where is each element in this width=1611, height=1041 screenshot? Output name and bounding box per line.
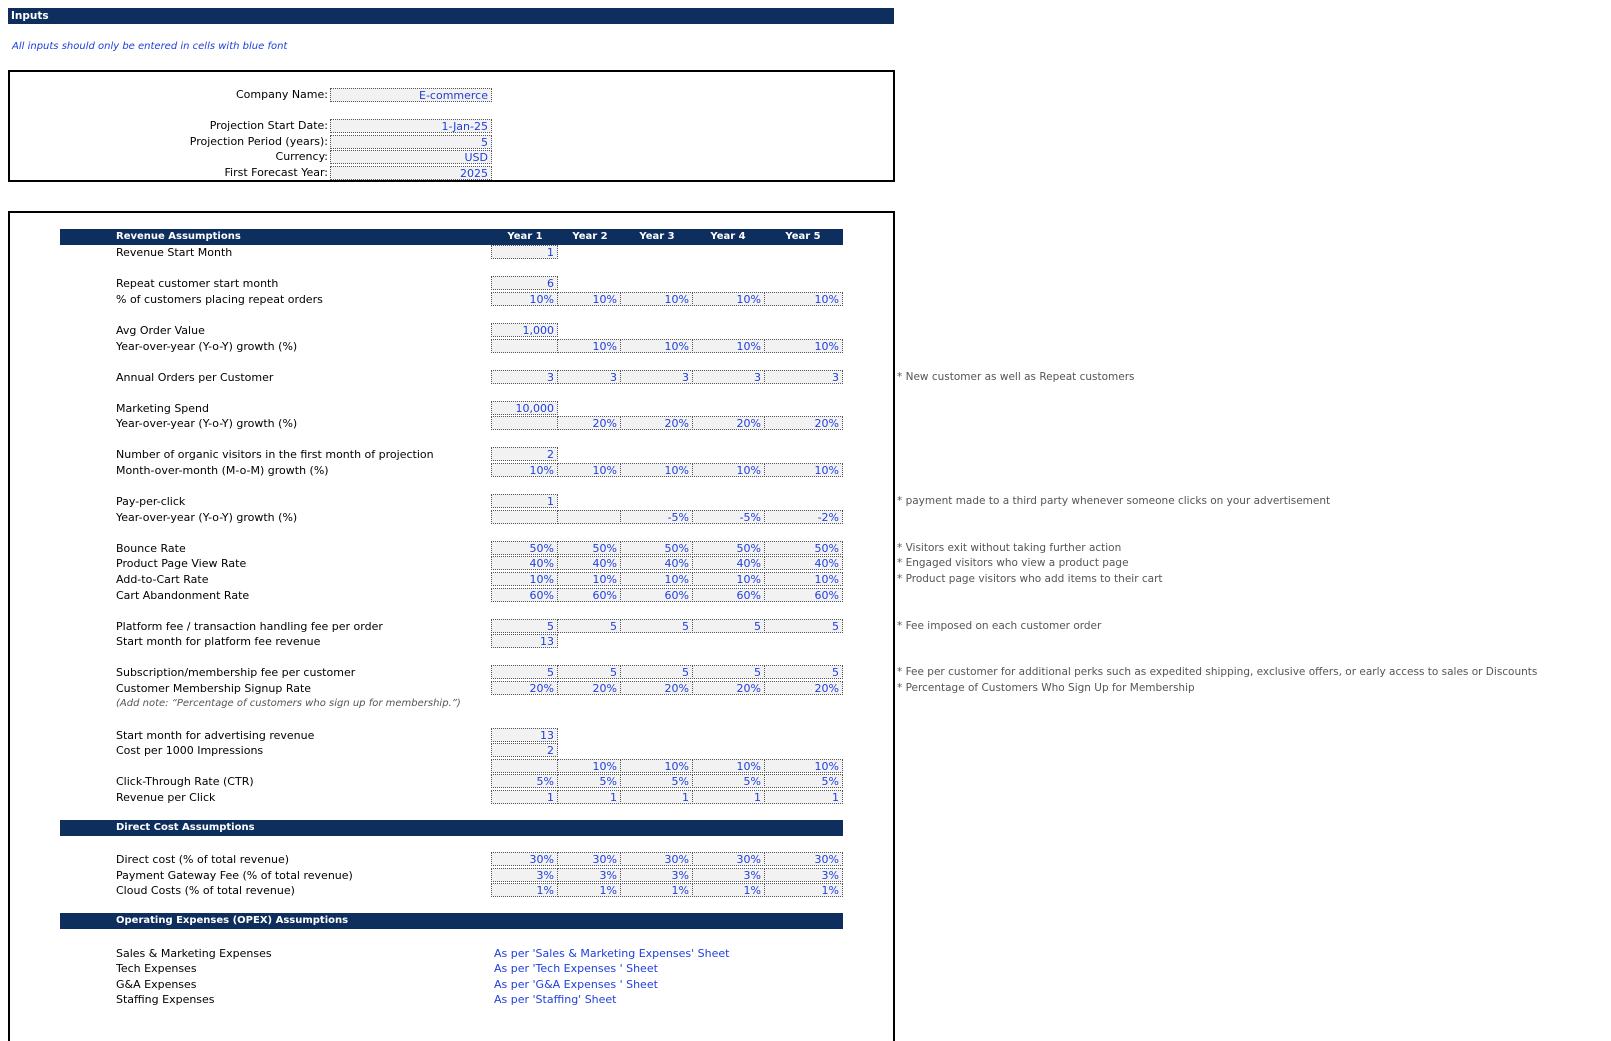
input-cell[interactable]: 2 — [491, 447, 558, 461]
opex-label: Sales & Marketing Expenses — [116, 947, 272, 960]
direct-cost-title: Direct Cost Assumptions — [116, 822, 255, 833]
input-cell[interactable]: 20% — [491, 681, 558, 695]
input-cell[interactable]: -5% — [692, 510, 765, 524]
row-label: Cloud Costs (% of total revenue) — [116, 884, 295, 897]
row-label: Number of organic visitors in the first month of projection — [116, 448, 434, 461]
input-cell[interactable]: 6 — [491, 276, 558, 290]
input-cell[interactable]: 30% — [764, 852, 843, 866]
input-cell[interactable]: 40% — [491, 556, 558, 570]
year-3-header: Year 3 — [639, 231, 675, 242]
opex-header — [60, 913, 843, 929]
input-cell[interactable]: 3 — [557, 370, 621, 384]
input-cell[interactable]: 13 — [491, 728, 558, 742]
row-label: Pay-per-click — [116, 495, 186, 508]
input-cell[interactable]: 10% — [692, 463, 765, 477]
input-cell[interactable]: 5% — [764, 774, 843, 788]
input-cell[interactable]: 3 — [491, 370, 558, 384]
input-cell[interactable]: -5% — [620, 510, 693, 524]
opex-sheet-reference[interactable]: As per 'G&A Expenses ' Sheet — [494, 978, 658, 991]
row-label: Product Page View Rate — [116, 557, 247, 570]
side-note: * Fee per customer for additional perks such as expedited shipping, exclusive offers, or early access to sales or Discounts — [897, 666, 1538, 678]
row-label: Payment Gateway Fee (% of total revenue) — [116, 869, 353, 882]
input-cell[interactable]: 10% — [491, 292, 558, 306]
revenue-assumptions-header — [60, 229, 843, 245]
direct-cost-header — [60, 820, 843, 836]
input-cell[interactable]: 30% — [491, 852, 558, 866]
side-note: * Percentage of Customers Who Sign Up for Membership — [897, 682, 1195, 694]
row-label: Revenue Start Month — [116, 246, 233, 259]
row-label: Year-over-year (Y-o-Y) growth (%) — [116, 511, 298, 524]
input-cell[interactable]: 20% — [764, 416, 843, 430]
row-label: Subscription/membership fee per customer — [116, 666, 356, 679]
input-cell[interactable]: 13 — [491, 634, 558, 648]
row-label: % of customers placing repeat orders — [116, 293, 323, 306]
input-cell[interactable]: 1% — [557, 883, 621, 897]
input-cell[interactable]: -2% — [764, 510, 843, 524]
input-cell[interactable]: 60% — [620, 588, 693, 602]
input-cell[interactable]: 10% — [557, 463, 621, 477]
row-label: Repeat customer start month — [116, 277, 279, 290]
inputs-instruction-note: All inputs should only be entered in cells with blue font — [12, 41, 288, 52]
input-cell[interactable]: 30% — [620, 852, 693, 866]
input-cell[interactable]: 1 — [557, 790, 621, 804]
input-cell[interactable]: 1,000 — [491, 323, 558, 337]
opex-sheet-reference[interactable]: As per 'Tech Expenses ' Sheet — [494, 962, 658, 975]
input-cell[interactable]: 10% — [692, 339, 765, 353]
input-cell[interactable]: 10% — [764, 572, 843, 586]
row-label: Direct cost (% of total revenue) — [116, 853, 290, 866]
input-cell[interactable] — [491, 759, 558, 773]
side-note: * Product page visitors who add items to their cart — [897, 573, 1163, 585]
general-label: Projection Period (years): — [189, 135, 328, 148]
input-cell[interactable]: 5 — [491, 619, 558, 633]
opex-sheet-reference[interactable]: As per 'Sales & Marketing Expenses' Sheet — [494, 947, 730, 960]
input-cell[interactable]: 60% — [692, 588, 765, 602]
input-cell[interactable]: 3% — [620, 868, 693, 882]
row-label: Customer Membership Signup Rate — [116, 682, 312, 695]
input-cell[interactable]: 5 — [491, 665, 558, 679]
inputs-title: Inputs — [11, 10, 49, 22]
row-label: (Add note: “Percentage of customers who sign up for membership.”) — [116, 698, 461, 709]
input-cell[interactable]: 1 — [692, 790, 765, 804]
input-cell[interactable]: 10% — [491, 463, 558, 477]
input-cell[interactable]: 1 — [620, 790, 693, 804]
input-cell[interactable]: 10% — [692, 759, 765, 773]
row-label: Platform fee / transaction handling fee per order — [116, 620, 383, 633]
input-cell[interactable]: 5 — [557, 665, 621, 679]
general-label: Company Name: — [236, 88, 328, 101]
input-cell[interactable] — [557, 510, 621, 524]
side-note: * Fee imposed on each customer order — [897, 620, 1102, 632]
opex-title: Operating Expenses (OPEX) Assumptions — [116, 915, 349, 926]
input-cell[interactable] — [491, 339, 558, 353]
input-cell[interactable]: 3 — [620, 370, 693, 384]
general-input[interactable]: E-commerce — [330, 88, 492, 102]
side-note: * Visitors exit without taking further action — [897, 542, 1122, 554]
row-label: Click-Through Rate (CTR) — [116, 775, 254, 788]
revenue-assumptions-title: Revenue Assumptions — [116, 231, 241, 242]
input-cell[interactable] — [491, 416, 558, 430]
input-cell[interactable]: 2 — [491, 743, 558, 757]
row-label: Cart Abandonment Rate — [116, 589, 250, 602]
input-cell[interactable]: 5 — [620, 665, 693, 679]
input-cell[interactable]: 10% — [557, 572, 621, 586]
input-cell[interactable]: 40% — [557, 556, 621, 570]
input-cell[interactable]: 10% — [557, 339, 621, 353]
input-cell[interactable]: 10% — [620, 339, 693, 353]
year-5-header: Year 5 — [785, 231, 821, 242]
input-cell[interactable]: 3% — [557, 868, 621, 882]
row-label: Revenue per Click — [116, 791, 216, 804]
general-label: Projection Start Date: — [209, 119, 328, 132]
row-label: Marketing Spend — [116, 402, 210, 415]
input-cell[interactable]: 3% — [692, 868, 765, 882]
input-cell[interactable]: 50% — [491, 541, 558, 555]
input-cell[interactable]: 10% — [692, 572, 765, 586]
general-input[interactable]: 2025 — [330, 166, 492, 180]
input-cell[interactable]: 5% — [557, 774, 621, 788]
input-cell[interactable]: 20% — [764, 681, 843, 695]
input-cell[interactable]: 20% — [620, 681, 693, 695]
input-cell[interactable]: 50% — [764, 541, 843, 555]
input-cell[interactable]: 1 — [491, 245, 558, 259]
general-label: First Forecast Year: — [224, 166, 328, 179]
input-cell[interactable]: 5% — [491, 774, 558, 788]
input-cell[interactable]: 50% — [557, 541, 621, 555]
input-cell[interactable]: 10% — [620, 463, 693, 477]
input-cell[interactable]: 10% — [557, 759, 621, 773]
input-cell[interactable]: 10,000 — [491, 401, 558, 415]
input-cell[interactable] — [491, 510, 558, 524]
opex-label: G&A Expenses — [116, 978, 197, 991]
input-cell[interactable]: 20% — [557, 681, 621, 695]
input-cell[interactable]: 5% — [620, 774, 693, 788]
input-cell[interactable]: 10% — [764, 759, 843, 773]
row-label: Start month for advertising revenue — [116, 729, 315, 742]
input-cell[interactable]: 50% — [620, 541, 693, 555]
input-cell[interactable]: 1% — [620, 883, 693, 897]
general-label: Currency: — [275, 150, 328, 163]
input-cell[interactable]: 20% — [692, 681, 765, 695]
row-label: Month-over-month (M-o-M) growth (%) — [116, 464, 329, 477]
opex-sheet-reference[interactable]: As per 'Staffing' Sheet — [494, 993, 617, 1006]
input-cell[interactable]: 5 — [764, 619, 843, 633]
input-cell[interactable]: 1% — [764, 883, 843, 897]
input-cell[interactable]: 10% — [491, 572, 558, 586]
row-label: Avg Order Value — [116, 324, 205, 337]
input-cell[interactable]: 5 — [692, 619, 765, 633]
input-cell[interactable]: 1 — [491, 790, 558, 804]
input-cell[interactable]: 3 — [764, 370, 843, 384]
input-cell[interactable]: 10% — [764, 339, 843, 353]
side-note: * New customer as well as Repeat customers — [897, 371, 1135, 383]
input-cell[interactable]: 10% — [557, 292, 621, 306]
input-cell[interactable]: 1 — [764, 790, 843, 804]
row-label: Annual Orders per Customer — [116, 371, 274, 384]
input-cell[interactable]: 5 — [620, 619, 693, 633]
input-cell[interactable]: 5 — [692, 665, 765, 679]
year-4-header: Year 4 — [710, 231, 746, 242]
input-cell[interactable]: 10% — [620, 572, 693, 586]
input-cell[interactable]: 30% — [557, 852, 621, 866]
input-cell[interactable]: 40% — [692, 556, 765, 570]
general-input[interactable]: 1-Jan-25 — [330, 119, 492, 133]
input-cell[interactable]: 10% — [764, 463, 843, 477]
input-cell[interactable]: 20% — [557, 416, 621, 430]
opex-label: Staffing Expenses — [116, 993, 215, 1006]
input-cell[interactable]: 50% — [692, 541, 765, 555]
side-note: * Engaged visitors who view a product page — [897, 557, 1129, 569]
input-cell[interactable]: 60% — [764, 588, 843, 602]
input-cell[interactable]: 1 — [491, 494, 558, 508]
year-1-header: Year 1 — [507, 231, 543, 242]
input-cell[interactable]: 3% — [491, 868, 558, 882]
input-cell[interactable]: 3 — [692, 370, 765, 384]
input-cell[interactable]: 40% — [764, 556, 843, 570]
input-cell[interactable]: 1% — [491, 883, 558, 897]
input-cell[interactable]: 5 — [764, 665, 843, 679]
row-label: Cost per 1000 Impressions — [116, 744, 264, 757]
input-cell[interactable]: 10% — [692, 292, 765, 306]
side-note: * payment made to a third party whenever someone clicks on your advertisement — [897, 495, 1331, 507]
input-cell[interactable]: 5% — [692, 774, 765, 788]
row-label: Year-over-year (Y-o-Y) growth (%) — [116, 340, 298, 353]
input-cell[interactable]: 20% — [692, 416, 765, 430]
row-label: Start month for platform fee revenue — [116, 635, 321, 648]
input-cell[interactable]: 10% — [620, 292, 693, 306]
input-cell[interactable]: 5 — [557, 619, 621, 633]
input-cell[interactable]: 30% — [692, 852, 765, 866]
input-cell[interactable]: 3% — [764, 868, 843, 882]
input-cell[interactable]: 60% — [491, 588, 558, 602]
row-label: Year-over-year (Y-o-Y) growth (%) — [116, 417, 298, 430]
opex-label: Tech Expenses — [116, 962, 197, 975]
input-cell[interactable]: 10% — [620, 759, 693, 773]
year-2-header: Year 2 — [572, 231, 608, 242]
general-input[interactable]: USD — [330, 150, 492, 164]
input-cell[interactable]: 20% — [620, 416, 693, 430]
row-label: Bounce Rate — [116, 542, 186, 555]
input-cell[interactable]: 40% — [620, 556, 693, 570]
input-cell[interactable]: 10% — [764, 292, 843, 306]
input-cell[interactable]: 60% — [557, 588, 621, 602]
general-input[interactable]: 5 — [330, 135, 492, 149]
row-label: Add-to-Cart Rate — [116, 573, 209, 586]
input-cell[interactable]: 1% — [692, 883, 765, 897]
inputs-header-bar — [8, 8, 894, 24]
